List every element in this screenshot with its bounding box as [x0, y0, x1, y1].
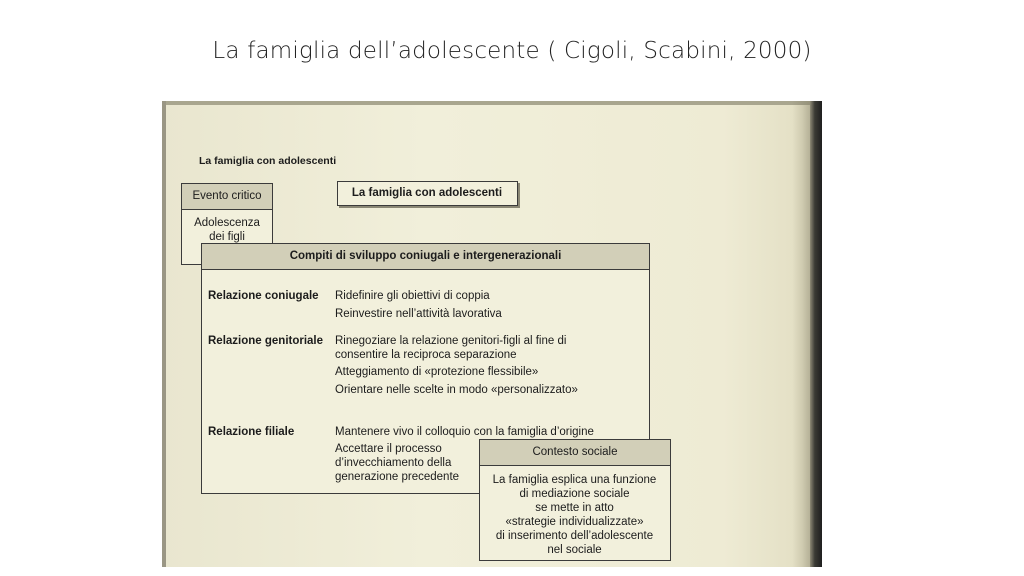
- coniugale-item-2: Reinvestire nell’attività lavorativa: [335, 308, 502, 320]
- genitoriale-item-4: Orientare nelle scelte in modo «personalizzato»: [335, 384, 578, 396]
- contesto-line-1: La famiglia esplica una funzione: [492, 474, 657, 486]
- contesto-line-3: se mette in atto: [535, 502, 614, 514]
- evento-line-1: Adolescenza: [194, 217, 260, 229]
- contesto-line-6: nel sociale: [547, 544, 602, 556]
- compiti-header: Compiti di sviluppo coniugali e intergenerazionali: [202, 244, 649, 270]
- genitoriale-label: Relazione genitoriale: [208, 335, 324, 347]
- slide-title: La famiglia dell’adolescente ( Cigoli, Scabini, 2000): [212, 38, 812, 64]
- book-spine: [810, 101, 822, 567]
- page-curve-shadow: [792, 101, 810, 567]
- filiale-item-4: generazione precedente: [335, 471, 460, 483]
- figure-heading: La famiglia con adolescenti: [199, 155, 337, 167]
- contesto-line-2: di mediazione sociale: [519, 488, 630, 500]
- evento-line-2: dei figli: [209, 231, 245, 243]
- genitoriale-item-1: Rinegoziare la relazione genitori-figli al fine di: [335, 335, 567, 347]
- contesto-line-5: di inserimento dell’adolescente: [495, 530, 654, 542]
- coniugale-item-1: Ridefinire gli obiettivi di coppia: [335, 290, 490, 302]
- coniugale-label: Relazione coniugale: [208, 290, 319, 302]
- filiale-label: Relazione filiale: [208, 426, 295, 438]
- center-title-text: La famiglia con adolescenti: [351, 187, 503, 199]
- contesto-header: Contesto sociale: [480, 440, 670, 466]
- contesto-line-4: «strategie individualizzate»: [505, 516, 644, 528]
- center-title-box: [337, 181, 518, 206]
- genitoriale-item-3: Atteggiamento di «protezione flessibile»: [335, 366, 539, 378]
- filiale-item-3: d’invecchiamento della: [335, 457, 452, 469]
- filiale-item-2: Accettare il processo: [335, 443, 442, 455]
- evento-critico-header: Evento critico: [182, 184, 272, 210]
- book-page-photo: [162, 101, 822, 567]
- page-left-edge: [162, 101, 166, 567]
- page-top-edge: [162, 101, 822, 105]
- contesto-sociale-box: [479, 439, 671, 561]
- genitoriale-item-2: consentire la reciproca separazione: [335, 349, 517, 361]
- filiale-item-1: Mantenere vivo il colloquio con la famiglia d’origine: [335, 426, 594, 438]
